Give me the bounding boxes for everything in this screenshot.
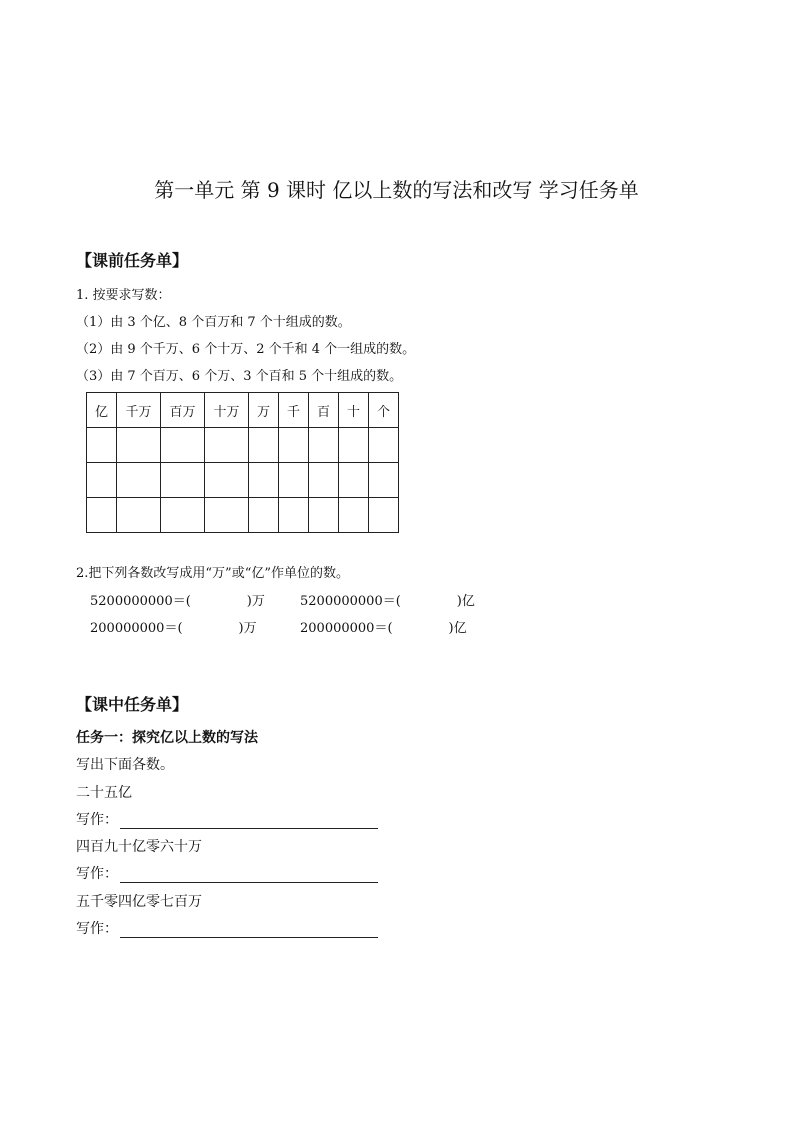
number-3-label: 写作： [76, 921, 118, 937]
q1-item-2: （2）由 9 个千万、6 个十万、2 个千和 4 个一组成的数。 [76, 342, 416, 357]
in-class-heading: 【课中任务单】 [76, 695, 189, 714]
table-cell[interactable] [87, 428, 117, 463]
number-2-answer-line[interactable] [120, 869, 378, 883]
table-cell[interactable] [87, 463, 117, 498]
header-bai: 百 [309, 393, 339, 428]
place-value-table [86, 392, 399, 533]
table-cell[interactable] [205, 498, 249, 533]
table-cell[interactable] [117, 463, 161, 498]
number-1-answer-line[interactable] [120, 815, 378, 829]
table-cell[interactable] [369, 498, 399, 533]
header-wan: 万 [249, 393, 279, 428]
header-shi: 十 [339, 393, 369, 428]
header-ge: 个 [369, 393, 399, 428]
q1-item-3: （3）由 7 个百万、6 个万、3 个百和 5 个十组成的数。 [76, 369, 403, 384]
table-cell[interactable] [249, 428, 279, 463]
exercise-2-left: 5200000000＝( [300, 594, 401, 609]
table-cell[interactable] [249, 498, 279, 533]
table-cell[interactable] [339, 498, 369, 533]
header-qian: 千 [279, 393, 309, 428]
exercise-2-right: )亿 [456, 594, 475, 609]
table-cell[interactable] [309, 463, 339, 498]
table-cell[interactable] [87, 498, 117, 533]
exercise-1 [90, 590, 265, 609]
number-2-text: 四百九十亿零六十万 [76, 839, 202, 855]
number-2-label: 写作： [76, 866, 118, 882]
table-cell[interactable] [369, 428, 399, 463]
table-cell[interactable] [279, 498, 309, 533]
number-1-answer [76, 809, 378, 829]
page-title: 第一单元 第 9 课时 亿以上数的写法和改写 学习任务单 [154, 178, 639, 202]
table-cell[interactable] [161, 428, 205, 463]
exercise-1-left: 5200000000＝( [90, 594, 191, 609]
number-2-answer [76, 863, 378, 883]
table-cell[interactable] [339, 428, 369, 463]
task1-title: 任务一：探究亿以上数的写法 [76, 730, 258, 746]
table-cell[interactable] [369, 463, 399, 498]
q1-item-1: （1）由 3 个亿、8 个百万和 7 个十组成的数。 [76, 315, 351, 330]
table-row [87, 498, 399, 533]
table-cell[interactable] [205, 463, 249, 498]
task1-instruction: 写出下面各数。 [76, 757, 174, 773]
exercise-4-right: )亿 [448, 621, 467, 636]
table-cell[interactable] [249, 463, 279, 498]
exercise-2 [300, 590, 475, 609]
table-cell[interactable] [309, 498, 339, 533]
table-cell[interactable] [117, 428, 161, 463]
exercise-4-left: 200000000＝( [300, 621, 393, 636]
table-cell[interactable] [161, 498, 205, 533]
number-3-text: 五千零四亿零七百万 [76, 894, 202, 910]
table-cell[interactable] [309, 428, 339, 463]
header-baiwan: 百万 [161, 393, 205, 428]
number-3-answer [76, 918, 378, 938]
q2-prompt: 2.把下列各数改写成用“万”或“亿”作单位的数。 [76, 566, 349, 581]
number-1-text: 二十五亿 [76, 785, 132, 801]
table-header-row [87, 393, 399, 428]
table-row [87, 463, 399, 498]
header-yi: 亿 [87, 393, 117, 428]
header-qianwan: 千万 [117, 393, 161, 428]
pre-class-heading: 【课前任务单】 [76, 251, 189, 270]
table-cell[interactable] [161, 463, 205, 498]
exercise-1-right: )万 [246, 594, 265, 609]
table-row [87, 428, 399, 463]
table-cell[interactable] [205, 428, 249, 463]
table-cell[interactable] [339, 463, 369, 498]
q1-prompt: 1. 按要求写数： [76, 288, 171, 303]
table-cell[interactable] [279, 428, 309, 463]
exercise-4 [300, 617, 467, 636]
number-3-answer-line[interactable] [120, 924, 378, 938]
header-shiwan: 十万 [205, 393, 249, 428]
table-cell[interactable] [117, 498, 161, 533]
number-1-label: 写作： [76, 812, 118, 828]
exercise-3-left: 200000000＝( [90, 621, 183, 636]
table-cell[interactable] [279, 463, 309, 498]
exercise-3 [90, 617, 257, 636]
exercise-3-right: )万 [238, 621, 257, 636]
